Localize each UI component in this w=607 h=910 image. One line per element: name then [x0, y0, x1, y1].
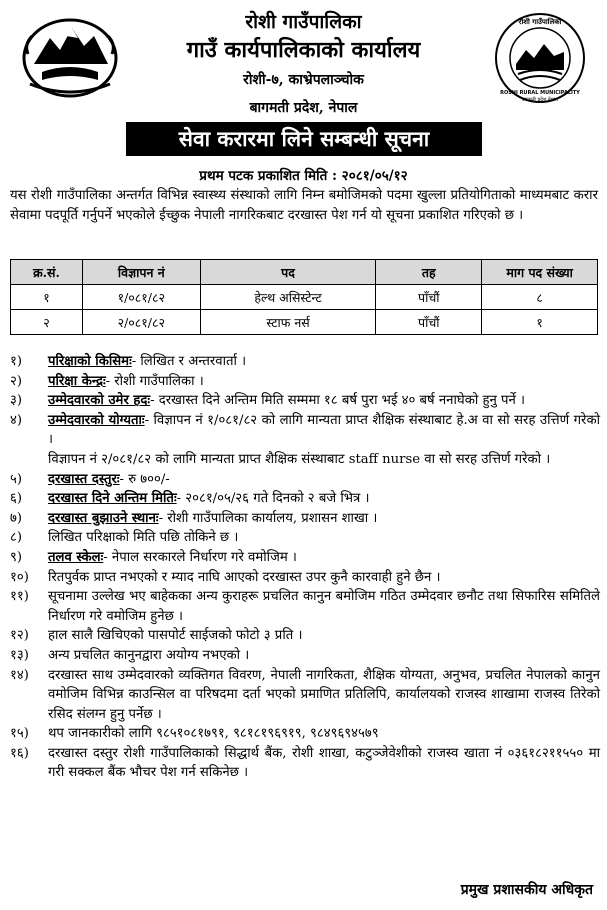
- cell-sn: २: [11, 310, 83, 335]
- item-number: १२): [10, 628, 29, 644]
- item-text: - नेपाल सरकारले निर्धारण गरे वमोजिम ।: [103, 549, 297, 565]
- cell-ad-no: १/०८१/८२: [82, 285, 200, 310]
- province-country: बागमती प्रदेश, नेपाल: [249, 100, 358, 116]
- cell-count: १: [482, 310, 598, 335]
- item-key: परिक्षाको किसिमः: [48, 354, 132, 369]
- col-header-level: तह: [376, 260, 482, 285]
- vacancy-table: [10, 259, 598, 335]
- list-item: [10, 568, 600, 588]
- cell-ad-no: २/०८१/८२: [82, 310, 200, 335]
- table-header-row: [11, 260, 598, 285]
- office-name: गाउँ कार्यपालिकाको कार्यालय: [186, 37, 421, 63]
- item-number: १६): [10, 745, 29, 761]
- list-item: [10, 548, 600, 568]
- intro-paragraph: यस रोशी गाउँपालिका अन्तर्गत विभिन्न स्वास्थ्य संस्थाको लागि निम्न बमोजिमको पदमा खुल्ला प्रतियोगिताको माध्यमबाट करार सेवामा पदपूर्ति गर्नुपर्ने भएकोले ईच्छुक नेपाली नागरिकबाट दरखास्त पेश गर्न यो सूचना प्रकाशित गरिएको छ ।: [10, 188, 598, 223]
- cell-sn: १: [11, 285, 83, 310]
- item-number: ३): [10, 393, 23, 409]
- list-item: [10, 626, 600, 646]
- item-number: २): [10, 373, 23, 389]
- table-row: [11, 285, 598, 310]
- seal-text-en: ROSHI RURAL MUNICIPALITY: [500, 90, 580, 96]
- item-key: तलव स्केलः: [48, 549, 104, 565]
- item-key: उम्मेदवारको उमेर हदः: [48, 393, 151, 409]
- item-text: - विज्ञापन नं १/०८१/८२ को लागि मान्यता प्राप्त शैक्षिक संस्थाबाट हे.अ वा सो सरह उत्तिर्ण गरेको ।: [48, 412, 600, 448]
- item-text: - रोशी गाउँपालिका कार्यालय, प्रशासन शाखा ।: [158, 510, 378, 526]
- list-item: [10, 372, 600, 392]
- item-key: उम्मेदवारको योग्यताः: [48, 412, 145, 428]
- item-text: सूचनामा उल्लेख भए बाहेकका अन्य कुराहरू प्रचलित कानुन बमोजिम गठित उम्मेदवार छनौट तथा सिफारिस समितिले निर्धारण गरे वमोजिम हुनेछ ।: [48, 589, 600, 624]
- col-header-post: पद: [200, 260, 376, 285]
- list-item: [10, 489, 600, 509]
- item-text: लिखित परिक्षाको मिति पछि तोकिने छ ।: [48, 530, 239, 546]
- signatory-title: प्रमुख प्रशासकीय अधिकृत: [460, 882, 593, 898]
- item-text: अन्य प्रचलित कानुनद्वारा अयोग्य नभएको ।: [48, 647, 250, 663]
- col-header-sn: क्र.सं.: [11, 260, 83, 285]
- item-text: रितपुर्वक प्राप्त नभएको र म्याद नाघि आएको दरखास्त उपर कुनै कारवाही हुने छैन ।: [48, 569, 441, 585]
- item-key: दरखास्त दिने अन्तिम मितिः: [48, 491, 177, 507]
- list-item: [10, 352, 600, 372]
- item-number: ११): [10, 589, 29, 605]
- org-name: रोशी गाउँपालिका: [245, 11, 362, 33]
- item-number: ९): [10, 549, 23, 565]
- notice-title-banner: सेवा करारमा लिने सम्बन्धी सूचना: [126, 122, 482, 156]
- seal-text-bottom: बागमती प्रदेश नेपाल: [521, 97, 559, 103]
- list-item: [10, 587, 600, 626]
- item-number: १३): [10, 647, 29, 663]
- office-address: रोशी-७, काभ्रेपलाञ्चोक: [243, 72, 364, 88]
- item-text: हाल सालै खिचिएको पासपोर्ट साईजको फोटो ३ प्रति ।: [48, 628, 303, 644]
- item-extra-text: विज्ञापन नं २/०८१/८२ को लागि मान्यता प्राप्त शैक्षिक संस्थाबाट staff nurse वा सो सरह उत्तिर्ण गरेको ।: [48, 451, 551, 467]
- item-text: - रु ७००/-: [119, 471, 170, 487]
- item-text: दरखास्त साथ उम्मेदवारको व्यक्तिगत विवरण, नेपाली नागरिकता, शैक्षिक योग्यता, अनुभव, प्रचलित नेपालको कानुन वमोजिम विभिन्न काउन्सिल वा परिषदमा दर्ता भएको प्रमाणित प्रतिलिपि, कार्यालयको राजस्व शाखामा राजस्व तिरेको रसिद संलग्न हुनु पर्नेछ ।: [48, 667, 600, 722]
- cell-post: हेल्थ असिस्टेन्ट: [200, 285, 376, 310]
- conditions-list: [10, 352, 600, 783]
- letterhead: [0, 0, 607, 160]
- item-text: - दरखास्त दिने अन्तिम मिति सम्ममा १८ बर्ष पुरा भई ४० बर्ष ननाघेको हुनु पर्ने ।: [150, 393, 525, 409]
- item-number: ८): [10, 530, 23, 546]
- col-header-ad-no: विज्ञापन नं: [82, 260, 200, 285]
- item-number: ५): [10, 471, 23, 487]
- publish-date: प्रथम पटक प्रकाशित मिति : २०८१/०५/१२: [199, 168, 408, 184]
- item-number: १५): [10, 726, 29, 742]
- item-number: ४): [10, 412, 23, 428]
- cell-count: ८: [482, 285, 598, 310]
- list-item: [10, 509, 600, 529]
- list-item: [10, 391, 600, 411]
- list-item: [10, 470, 600, 490]
- item-text: - २०८१/०५/२६ गते दिनको २ बजे भित्र ।: [176, 491, 370, 507]
- item-text: थप जानकारीको लागि ९८५१०८१७९१, ९८१८१९६९१९, ९८४९६९४५७९: [48, 726, 379, 742]
- cell-level: पाँचौं: [376, 285, 482, 310]
- item-text: दरखास्त दस्तुर रोशी गाउँपालिकाको सिद्धार्थ बैंक, रोशी शाखा, कटुञ्जेवेशीको राजस्व खाता नं ०३६१८२११५५० मा गरी सक्कल बैंक भौचर पेश गर्न सकिनेछ ।: [48, 745, 600, 781]
- list-item: [10, 646, 600, 666]
- item-number: ६): [10, 491, 23, 507]
- item-number: १०): [10, 569, 29, 585]
- item-key: दरखास्त बुझाउने स्थानः: [48, 510, 159, 526]
- list-item: [10, 724, 600, 744]
- list-item: [10, 744, 600, 783]
- list-item: [10, 411, 600, 470]
- list-item: [10, 666, 600, 725]
- item-number: १४): [10, 667, 29, 683]
- municipality-seal-icon: [494, 12, 586, 104]
- item-number: १): [10, 354, 23, 369]
- item-number: ७): [10, 510, 23, 526]
- item-text: - रोशी गाउँपालिका ।: [105, 373, 204, 389]
- cell-post: स्टाफ नर्स: [200, 310, 376, 335]
- seal-text-top: रोशी गाउँपालिका: [518, 18, 562, 26]
- item-key: परिक्षा केन्द्रः: [48, 373, 106, 389]
- table-row: [11, 310, 598, 335]
- cell-level: पाँचौं: [376, 310, 482, 335]
- item-key: दरखास्त दस्तुरः: [48, 471, 120, 487]
- list-item: [10, 528, 600, 548]
- col-header-count: माग पद संख्या: [482, 260, 598, 285]
- item-text: - लिखित र अन्तरवार्ता ।: [131, 354, 247, 369]
